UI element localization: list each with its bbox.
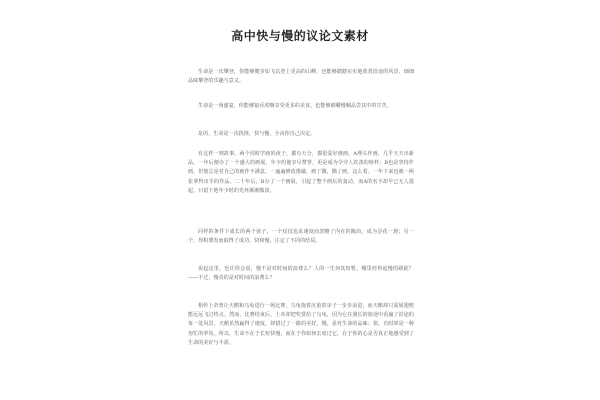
paragraph-2: 生命是一场盛宴，你能够狼吞虎咽享受更多的美食，也能够细嚼慢咽品尝其中的甘苦。 [198, 103, 392, 109]
paragraph-3: 是的，生命是一次抉择，快与慢，全由你自己决定。 [198, 131, 316, 137]
paragraph-7: 相传上帝曾让天鹅和乌龟进行一场比赛，乌龟拖着沉重的步子一步步前进，而天鹅却只需展翅便能远远飞过终点。然而，比赛结束后，上帝却把奖赏给了乌龟，因为它在漫长的旅途中看遍了沿途的每一处风景，天鹅虽然赢得了速度，却错过了一路的美好。慢，是对生命的品味；快，有时却是一种匆忙的辜负。所以，生命不在于长短快慢，而在于你如何去度过它，在于你的心是否真正地感受到了生命的美好与丰盈。 [188, 303, 414, 346]
paragraph-1: 生命是一次攀登，你能够健步如飞以登上更高的山峰，也能够踏踏实实地欣赏沿途的风景，细细品味攀登的乐趣与意义。 [188, 69, 414, 85]
paragraph-5: 同样的条件下成长的两个孩子，一个仅仅追求速度而忽略了内在的陶冶，成为昙花一现；另一个，厚积薄发而取得了成功。快和慢，注定了不同的结局。 [188, 229, 414, 245]
paragraph-4: 有这样一则故事，两个同时学画的孩子，都有天分，都很爱好画画。A埋头作画，几乎天天出新品，一年后便办了一个盛大的画展，年少的他享尽赞誉，更是成为令旁人钦羡的榜样；B也是坚持作画，但他总是对自己的画作不满意，一遍遍修改推敲，画了撕，撕了画，这么着，一年下来也就一两张拿得出手的作品。二十年后，B办了一个画展，引起了整个画坛的轰动，而A的名字却早已无人提起，只留下他年少时的光环渐渐黯淡。 [188, 151, 414, 194]
document-title: 高中快与慢的议论文素材 [231, 29, 369, 43]
paragraph-6: 说起这里，也许你会说，慢不是对时间的浪费么？人的一生何其短暂，哪里经得起慢的蹉跎？——不过，慢真的是对时间的浪费么？ [188, 266, 414, 282]
